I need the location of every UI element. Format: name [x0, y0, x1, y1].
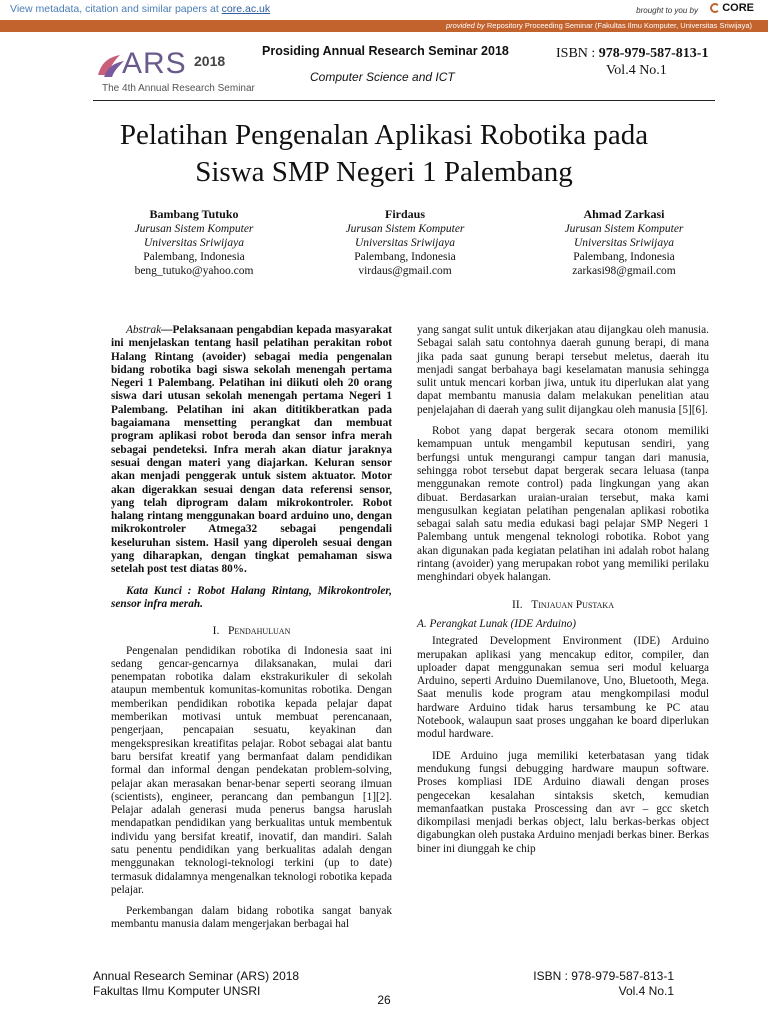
author-email: beng_tutuko@yahoo.com	[134, 265, 254, 277]
author-name: Bambang Tutuko	[149, 207, 239, 221]
ars-logo-year: 2018	[194, 53, 226, 69]
paper-title: Pelatihan Pengenalan Aplikasi Robotika pada Siswa SMP Negeri 1 Palembang	[119, 119, 649, 188]
author-block	[305, 207, 505, 278]
paragraph: IDE Arduino juga memiliki keterbatasan yang tidak mendukung fungsi debugging hardware maupun software. Proses kompliasi IDE Arduino diawali dengan proses pengecekan kesalahan sintaksis sketch, kemudian memanfaatkan pustaka Proscessing dan avr – gcc sketch dikompilasi menjadi berkas object, lalu berkas-berkas object digabungkan oleh pustaka Arduino menjadi berkas biner. Berkas biner ini diunggah ke chip	[417, 749, 709, 855]
isbn-header: ISBN : 978-979-587-813-1	[556, 46, 709, 61]
author-univ: Universitas Sriwijaya	[355, 237, 455, 249]
core-ring-icon	[710, 3, 720, 13]
paragraph: Robot yang dapat bergerak secara otonom memiliki kemampuan untuk mengambil keputusan sendiri, yang berfungsi untuk mengurangi campur tangan dari manusia, sehingga robot tersebut dapat bergerak secara leluasa (tanpa menggunakan remote control) pada lingkungan yang akan dibuat. Berdasarkan uraian-uraian tersebut, maka kami mengusulkan kegiatan pelatihan pengenalan aplikasi robotika sebagai salah satu media edukasi bagi pelajar SMP Negeri 1 Palembang untuk mengenal teknologi robotika. Robot yang akan digunakan pada kegiatan pelatihan ini adalah robot halang rintang (avoider) yang merupakan robot yang memiliki perilaku menghindari obyek halangan.	[417, 425, 709, 584]
ars-logo	[96, 47, 256, 97]
author-email: virdaus@gmail.com	[358, 265, 452, 277]
volume-header: Vol.4 No.1	[606, 63, 667, 78]
author-city: Palembang, Indonesia	[573, 251, 675, 263]
keywords: Kata Kunci : Robot Halang Rintang, Mikrokontroler, sensor infra merah.	[111, 584, 392, 610]
author-city: Palembang, Indonesia	[354, 251, 456, 263]
author-dept: Jurusan Sistem Komputer	[564, 223, 684, 235]
paragraph: Integrated Development Environment (IDE) Arduino merupakan aplikasi yang mencakup editor, compiler, dan uploader dapat menggunakan semua seri modul keluarga Arduino, seperti Arduino Duemilanove, Uno, Bluetooth, Mega. Saat menulis kode program atau mengkompilasi modul hardware Arduino tidak harus tersambung ke PC atau Notebook, walaupun saat proses unggahan ke board diperlukan modul hardware.	[417, 635, 709, 741]
paragraph: yang sangat sulit untuk dikerjakan atau dijangkau oleh manusia. Sebagai salah satu contohnya daerah gunung berapi, di mana jika pada saat gunung berapi tersebut meletus, daerah itu menjadi sangat berbahaya bagi keselamatan manusia sehingga sulit untuk mencari korban jiwa, untuk itu diperlukan alat yang dapat membantu manusia dalam melakukan penelitian atau penjelajahan di daerah yang sulit dijangkau oleh manusia [5][6].	[417, 324, 709, 416]
ars-logo-subtitle: The 4th Annual Research Seminar	[102, 83, 255, 94]
right-column	[417, 324, 709, 864]
author-email: zarkasi98@gmail.com	[572, 265, 676, 277]
provided-by-text: provided by Repository Proceeding Seminar (Fakultas Ilmu Komputer, Universitas Sriwijaya)	[446, 21, 752, 30]
author-block	[524, 207, 724, 278]
abstract: Abstrak—Pelaksanaan pengabdian kepada masyarakat ini menjelaskan tentang hasil pelatihan perakitan robot Halang Rintang (avoider) sebagai media pengenalan bidang robotika bagi siswa sekolah menengah pertama Negeri 1 Palembang. Pelatihan ini diikuti oleh 20 orang siswa dari utusan sekolah menengah pertama Negeri 1 Palembang. Pelatihan ini akan dititikberatkan pada bagaiamana mensetting perangkat dan membuat program aplikasi robot beroda dan sensor infra merah sebagai pendeteksi. Infra merah akan diatur jaraknya sesuai dengan materi yang diajarkan. Keluran sensor akan menjadi penggerak untuk sistem aktuator. Motor akan digerakkan sesuai dengan data referensi sensor, yang telah diprogram dalam mikrokontroler. Robot halang rintang menggunakan board arduino uno, dengan mikrokontroler Atmega32 sebagai pengendali keseluruhan sistem. Hasil yang diperoleh sesuai dengan yang diharapkan, dengan tingkat pemahaman siswa setelah post test diatas 80%.	[111, 324, 392, 576]
author-city: Palembang, Indonesia	[143, 251, 245, 263]
section-heading: I. Pendahuluan	[212, 625, 291, 638]
paragraph: Pengenalan pendidikan robotika di Indonesia saat ini sedang gencar-gencarnya dilaksanakan, mulai dari penempatan robotika dalam ekstrakurikuler di sekolah ataupun membentuk komunitas-komunitas robotika. Dengan memberikan pendidikan robotika kepada pelajar dapat memberikan motivasi untuk membuat perencanaan, pengerjaan, pencapaian sesuatu, keyakinan dan mengekspresikan kreatifitas pelajar. Robot sebagai alat bantu baru bersifat kreatif yang bermanfaat dalam pendidikan formal dan informal dengan pendekatan problem-solving, pelajar akan merasakan benar-benar seperti seorang ilmuan (scientists), engineer, perancang dan pembangun [1][2]. Pelajar adalah generasi muda penerus bangsa haruslah mendapatkan pendidikan yang berkualitas untuk membentuk individu yang bersifat kreatif, inovatif, dan mandiri. Salah satu penentu pendidikan yang berkualitas adalah dengan menggunakan teknologi-teknologi terkini (up to date) termasuk didalamnya mengenalkan teknologi robotika kepada pelajar.	[111, 644, 392, 896]
conference-subtitle: Computer Science and ICT	[310, 70, 455, 84]
brought-by-text: brought to you by	[636, 6, 698, 15]
header-rule	[93, 100, 715, 101]
conference-title: Prosiding Annual Research Seminar 2018	[262, 44, 509, 58]
footer-right: ISBN : 978-979-587-813-1 Vol.4 No.1	[533, 969, 674, 998]
provided-by-bar	[0, 20, 768, 32]
core-link[interactable]: core.ac.uk	[221, 3, 271, 15]
ars-logo-text: ARS	[122, 47, 187, 80]
left-column	[111, 324, 392, 940]
subsection-heading: A. Perangkat Lunak (IDE Arduino)	[417, 617, 577, 630]
author-name: Firdaus	[384, 207, 425, 221]
author-dept: Jurusan Sistem Komputer	[345, 223, 465, 235]
author-block	[94, 207, 294, 278]
author-dept: Jurusan Sistem Komputer	[134, 223, 254, 235]
page-number: 26	[377, 993, 391, 1007]
core-logo[interactable]	[710, 2, 754, 14]
author-name: Ahmad Zarkasi	[583, 207, 665, 221]
paragraph: Perkembangan dalam bidang robotika sangat banyak membantu manusia dalam mengerjakan berbagai hal	[111, 905, 392, 931]
core-logo-text: CORE	[722, 2, 754, 14]
footer-left: Annual Research Seminar (ARS) 2018 Fakultas Ilmu Komputer UNSRI	[93, 969, 300, 998]
core-banner	[0, 0, 768, 20]
core-metadata-text: View metadata, citation and similar papers at core.ac.uk	[10, 3, 271, 15]
section-heading: II. Tinjauan Pustaka	[512, 598, 614, 611]
author-univ: Universitas Sriwijaya	[574, 237, 674, 249]
author-univ: Universitas Sriwijaya	[144, 237, 244, 249]
